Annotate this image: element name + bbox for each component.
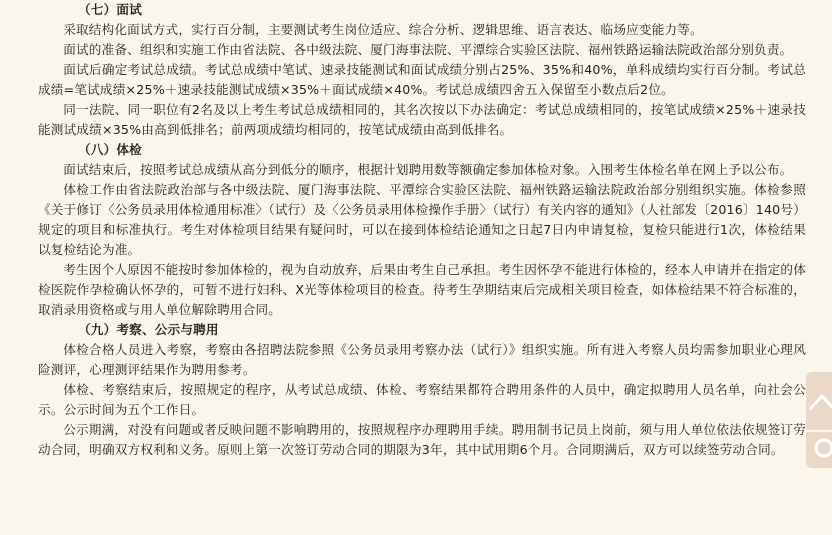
chevron-up-icon bbox=[808, 382, 832, 422]
back-to-top-button[interactable] bbox=[806, 372, 832, 430]
paragraph: 体检工作由省法院政治部与各中级法院、厦门海事法院、平潭综合实验区法院、福州铁路运输法院政治部分别组织实施。体检参照《关于修订〈公务员录用体检通用标准〉（试行）及〈公务员录用体检操作手册〉（试行）有关内容的通知》（人社部发〔2016〕140号）规定的项目和标准执行。考生对体检项目结果有疑问时，可以在接到体检结论通知之日起7日内申请复检，复检只能进行1次，体检结果以复检结论为准。 bbox=[38, 182, 806, 257]
section-heading-interview: （七）面试 bbox=[78, 2, 142, 17]
search-button[interactable] bbox=[806, 432, 832, 468]
paragraph: 采取结构化面试方式，实行百分制，主要测试考生岗位适应、综合分析、逻辑思维、语言表达、临场应变能力等。 bbox=[63, 22, 703, 37]
section-heading-physical-exam: （八）体检 bbox=[78, 142, 142, 157]
section-heading-inspection-hiring: （九）考察、公示与聘用 bbox=[78, 322, 219, 337]
paragraph: 面试后确定考试总成绩。考试总成绩中笔试、速录技能测试和面试成绩分别占25%、35%和40%，单科成绩均实行百分制。考试总成绩=笔试成绩×25%＋速录技能测试成绩×35%＋面试成绩×40%。考试总成绩四舍五入保留至小数点后2位。 bbox=[38, 62, 806, 97]
paragraph: 体检合格人员进入考察，考察由各招聘法院参照《公务员录用考察办法（试行）》组织实施。所有进入考察人员均需参加职业心理风险测评，心理测评结果作为聘用参考。 bbox=[38, 342, 806, 377]
search-icon bbox=[808, 436, 832, 466]
document-body bbox=[38, 0, 806, 460]
paragraph: 体检、考察结束后，按照规定的程序，从考试总成绩、体检、考察结果都符合聘用条件的人员中，确定拟聘用人员名单，向社会公示。公示时间为五个工作日。 bbox=[38, 382, 806, 417]
paragraph: 公示期满，对没有问题或者反映问题不影响聘用的，按照规程序办理聘用手续。聘用制书记员上岗前，须与用人单位依法依规签订劳动合同，明确双方权利和义务。原则上第一次签订劳动合同的期限为3年，其中试用期6个月。合同期满后，双方可以续签劳动合同。 bbox=[38, 422, 806, 457]
paragraph: 面试结束后，按照考试总成绩从高分到低分的顺序，根据计划聘用数等额确定参加体检对象。入围考生体检名单在网上予以公布。 bbox=[63, 162, 793, 177]
paragraph: 面试的准备、组织和实施工作由省法院、各中级法院、厦门海事法院、平潭综合实验区法院、福州铁路运输法院政治部分别负责。 bbox=[63, 42, 793, 57]
paragraph: 考生因个人原因不能按时参加体检的，视为自动放弃，后果由考生自己承担。考生因怀孕不能进行体检的，经本人申请并在指定的体检医院作孕检确认怀孕的，可暂不进行妇科、X光等体检项目的检查。待考生孕期结束后完成相关项目检查，如体检结果不符合标准的，取消录用资格或与用人单位解除聘用合同。 bbox=[38, 262, 806, 317]
paragraph: 同一法院、同一职位有2名及以上考生考试总成绩相同的，其名次按以下办法确定：考试总成绩相同的，按笔试成绩×25%＋速录技能测试成绩×35%由高到低排名；前两项成绩均相同的，按笔试成绩由高到低排名。 bbox=[38, 102, 806, 137]
